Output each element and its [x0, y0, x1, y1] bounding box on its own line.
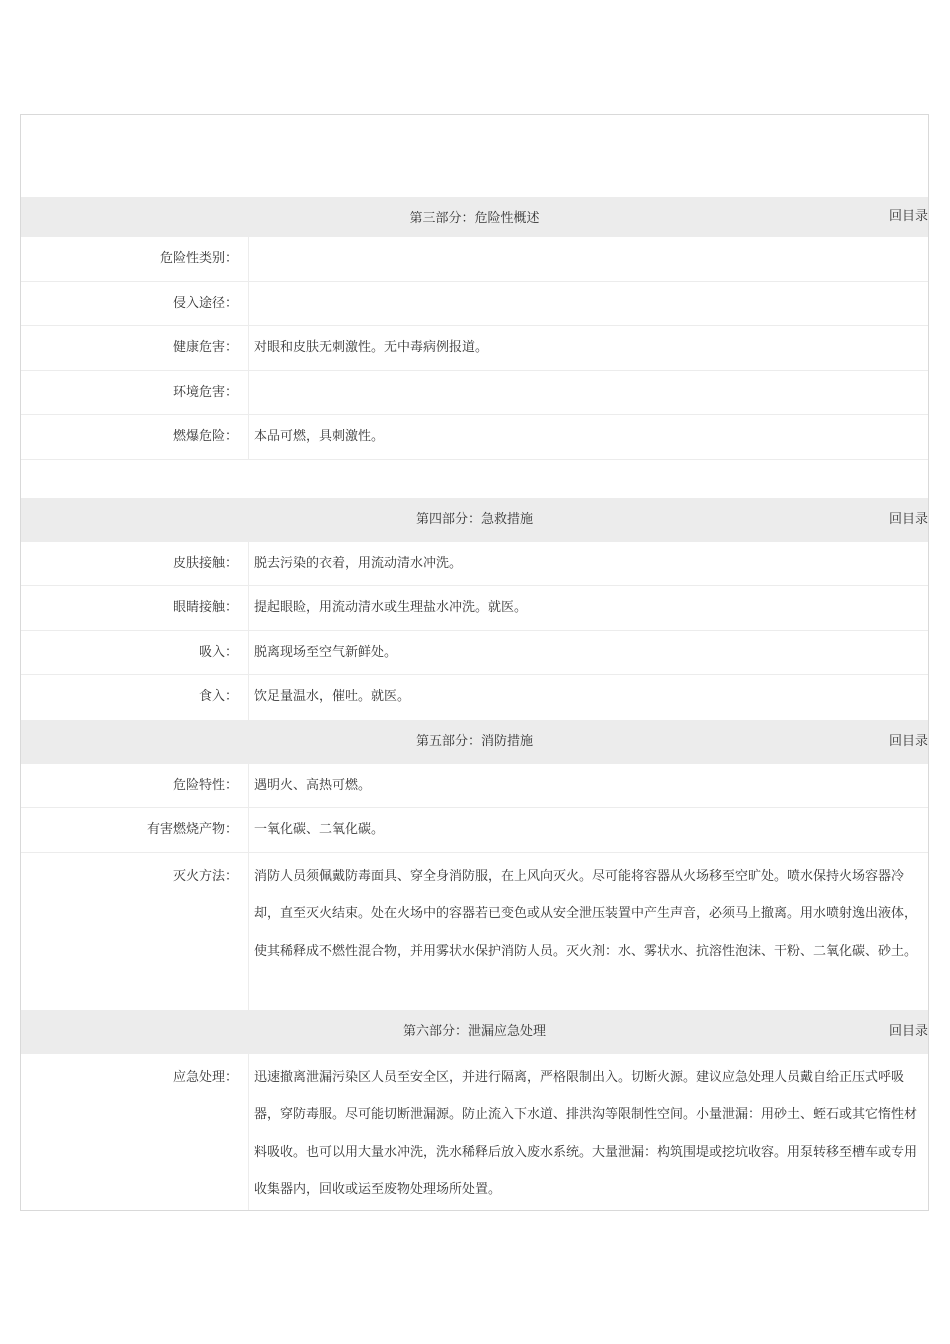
table-row — [21, 586, 928, 631]
section-title: 第四部分：急救措施 — [415, 511, 533, 527]
table-row — [21, 282, 928, 327]
table-row — [21, 237, 928, 282]
row-value: 饮足量温水，催吐。就医。 — [254, 689, 411, 704]
table-row — [21, 371, 928, 416]
table-row — [21, 542, 928, 587]
row-label: 危险性类别： — [21, 237, 249, 281]
msds-table — [20, 114, 929, 1211]
table-row — [21, 415, 928, 460]
table-row — [21, 675, 928, 720]
row-label: 燃爆危险： — [21, 415, 249, 459]
section-title: 第六部分：泄漏应急处理 — [402, 1023, 546, 1039]
back-to-contents-link[interactable]: 回目录 — [888, 733, 928, 749]
row-label: 吸入： — [21, 631, 249, 675]
row-value — [249, 237, 928, 281]
back-to-contents-link[interactable]: 回目录 — [888, 209, 928, 224]
row-label: 灭火方法： — [21, 853, 249, 1010]
row-label: 食入： — [21, 675, 249, 720]
row-value — [249, 282, 928, 326]
section-header-spill-response — [21, 1010, 928, 1054]
row-value: 遇明火、高热可燃。 — [254, 777, 372, 793]
back-to-contents-link[interactable]: 回目录 — [888, 1023, 928, 1039]
table-row — [21, 808, 928, 853]
row-value: 消防人员须佩戴防毒面具、穿全身消防服，在上风向灭火。尽可能将容器从火场移至空旷处。喷水保持火场容器冷却，直至灭火结束。处在火场中的容器若已变色或从安全泄压装置中产生声音，必须马上撤离。用水喷射逸出液体，使其稀释成不燃性混合物，并用雾状水保护消防人员。灭火剂：水、雾状水、抗溶性泡沫、干粉、二氧化碳、砂土。 — [254, 868, 918, 959]
section-header-first-aid — [21, 498, 928, 542]
row-value: 一氧化碳、二氧化碳。 — [254, 822, 385, 837]
row-label: 环境危害： — [21, 371, 249, 415]
row-label: 危险特性： — [21, 764, 249, 808]
row-label: 皮肤接触： — [21, 542, 249, 586]
top-blank-area — [21, 115, 928, 197]
table-row — [21, 631, 928, 676]
section-title: 第三部分：危险性概述 — [409, 211, 540, 226]
section-spacer — [21, 460, 928, 498]
row-value: 迅速撤离泄漏污染区人员至安全区，并进行隔离，严格限制出入。切断火源。建议应急处理人员戴自给正压式呼吸器，穿防毒服。尽可能切断泄漏源。防止流入下水道、排洪沟等限制性空间。小量泄漏：用砂土、蛭石或其它惰性材料吸收。也可以用大量水冲洗，洗水稀释后放入废水系统。大量泄漏：构筑围堤或挖坑收容。用泵转移至槽车或专用收集器内，回收或运至废物处理场所处置。 — [254, 1069, 918, 1197]
row-label: 健康危害： — [21, 326, 249, 370]
row-value: 提起眼睑，用流动清水或生理盐水冲洗。就医。 — [254, 600, 528, 615]
section-header-hazards — [21, 197, 928, 237]
section-header-fire-fighting — [21, 720, 928, 764]
row-label: 眼睛接触： — [21, 586, 249, 630]
table-row — [21, 853, 928, 1010]
back-to-contents-link[interactable]: 回目录 — [888, 511, 928, 527]
row-value: 脱去污染的衣着，用流动清水冲洗。 — [254, 555, 463, 571]
table-row — [21, 1054, 928, 1210]
row-label: 侵入途径： — [21, 282, 249, 326]
row-label: 应急处理： — [21, 1054, 249, 1210]
row-label: 有害燃烧产物： — [21, 808, 249, 852]
table-row — [21, 764, 928, 809]
row-value: 本品可燃，具刺激性。 — [254, 429, 385, 444]
row-value: 对眼和皮肤无刺激性。无中毒病例报道。 — [254, 340, 489, 355]
row-value — [249, 371, 928, 415]
table-row — [21, 326, 928, 371]
row-value: 脱离现场至空气新鲜处。 — [254, 644, 398, 660]
section-title: 第五部分：消防措施 — [415, 733, 533, 749]
